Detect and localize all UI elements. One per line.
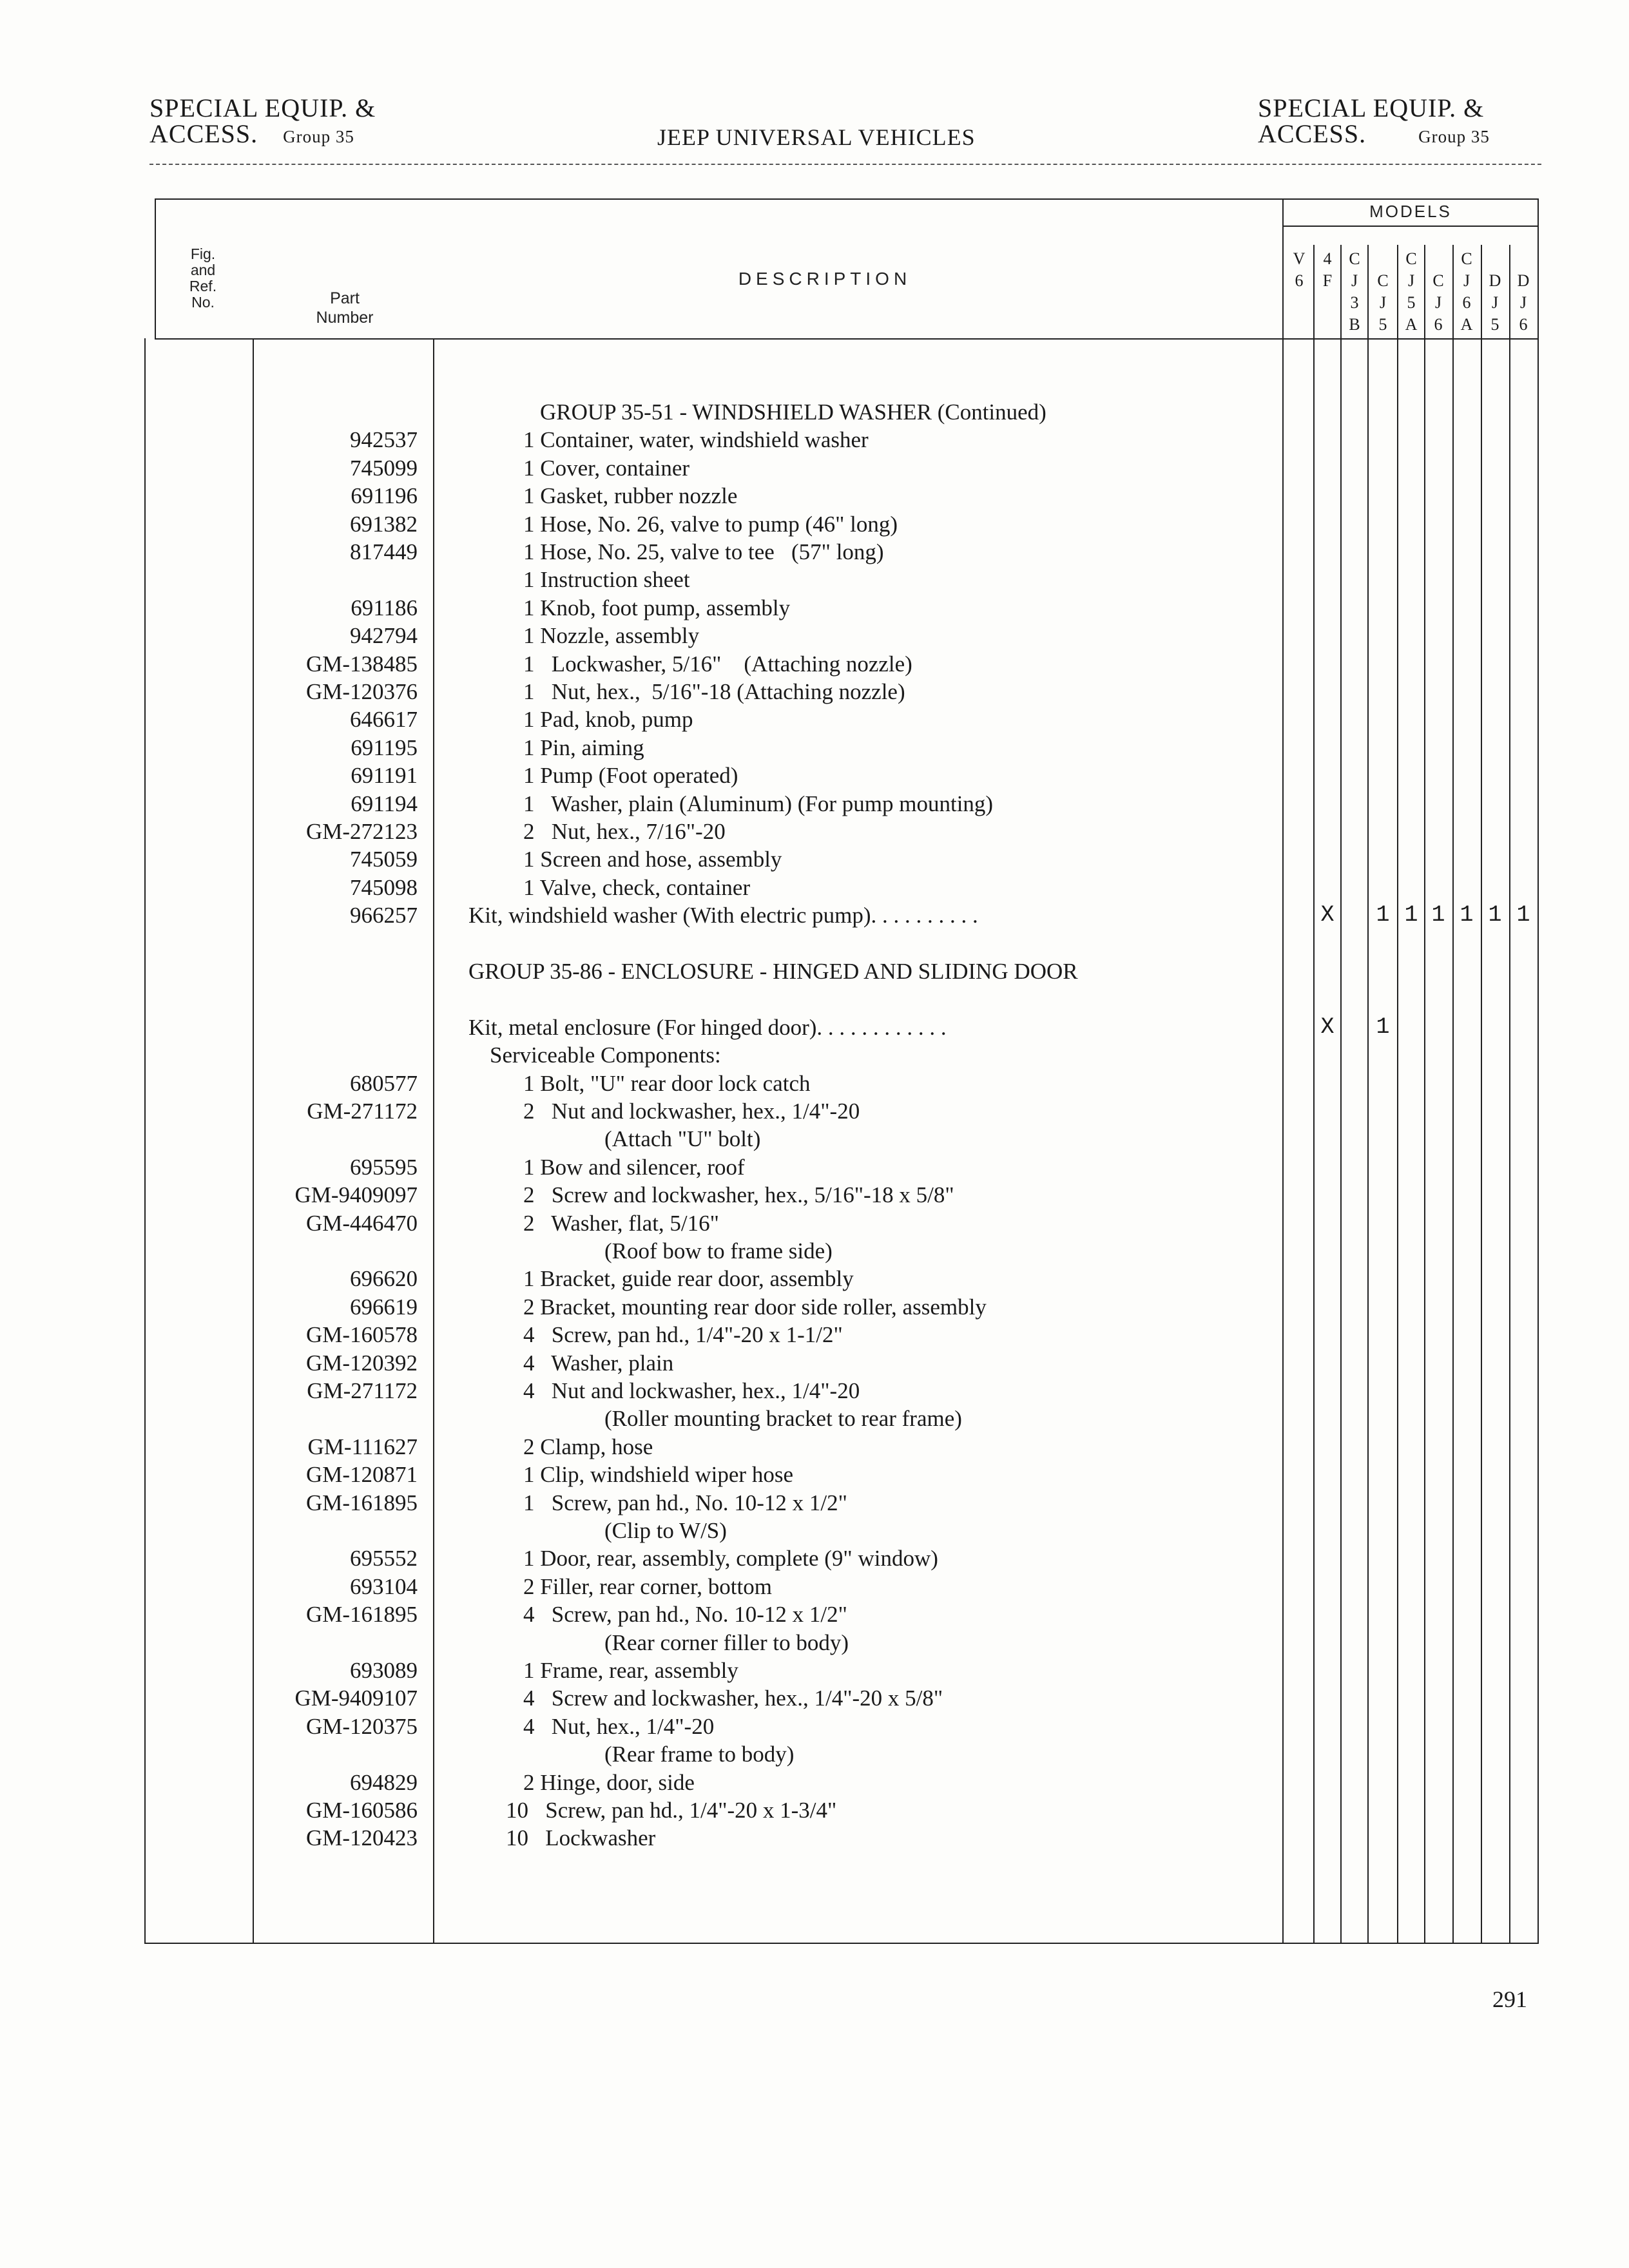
part-description: 2 Filler, rear corner, bottom: [523, 1573, 772, 1599]
table-row: [0, 1349, 1629, 1377]
part-description: 1 Hose, No. 25, valve to tee (57" long): [523, 539, 884, 564]
model-header-dj5: D J 5: [1489, 271, 1501, 334]
part-description: 1 Nut, hex., 5/16"-18 (Attaching nozzle): [523, 679, 905, 704]
part-number-header-line: Part: [330, 289, 360, 307]
model-applicability-mark: 1: [1516, 902, 1530, 928]
part-number: GM-9409097: [294, 1182, 418, 1208]
table-row: [0, 1125, 1629, 1153]
group-heading: GROUP 35-51 - WINDSHIELD WASHER (Continued): [540, 399, 1046, 425]
table-row: [0, 1405, 1629, 1432]
part-number: 646617: [350, 707, 418, 733]
part-number: GM-271172: [307, 1099, 418, 1124]
part-number: GM-138485: [305, 651, 418, 677]
models-label-rule: [1282, 226, 1539, 227]
model-applicability-mark: X: [1320, 902, 1335, 928]
part-description: 1 Door, rear, assembly, complete (9" window): [523, 1546, 938, 1571]
table-row: [0, 454, 1629, 482]
table-row: [0, 845, 1629, 873]
table-row: [0, 1573, 1629, 1600]
header-right-group: Group 35: [1418, 127, 1490, 146]
table-row: [0, 1265, 1629, 1293]
part-description: (Rear corner filler to body): [604, 1629, 849, 1655]
part-number: GM-161895: [305, 1602, 418, 1628]
part-description: 4 Nut and lockwasher, hex., 1/4"-20: [523, 1378, 860, 1403]
header-center-title: JEEP UNIVERSAL VEHICLES: [657, 124, 976, 150]
table-row: [0, 1824, 1629, 1852]
part-number: 942537: [350, 427, 418, 453]
part-number: 696620: [350, 1266, 418, 1292]
part-number: 694829: [350, 1769, 418, 1795]
part-description: (Roof bow to frame side): [604, 1238, 833, 1264]
table-row: [0, 1629, 1629, 1657]
part-description: 1 Bow and silencer, roof: [523, 1154, 745, 1180]
models-header: MODELS: [1369, 202, 1452, 221]
part-description: 2 Bracket, mounting rear door side roller, assembly: [523, 1294, 987, 1320]
part-number: GM-272123: [305, 819, 418, 844]
table-row: [0, 1600, 1629, 1628]
fig-ref-header: [180, 246, 226, 311]
part-description: 1 Screen and hose, assembly: [523, 847, 782, 872]
model-applicability-mark: X: [1320, 1014, 1335, 1040]
part-description: 1 Instruction sheet: [523, 567, 690, 593]
table-row: [0, 1461, 1629, 1488]
part-description: 1 Nozzle, assembly: [523, 623, 700, 649]
table-row: [0, 1657, 1629, 1684]
part-description: 1 Pump (Foot operated): [523, 763, 738, 789]
part-number: 696619: [350, 1294, 418, 1320]
part-description: 10 Lockwasher: [506, 1825, 656, 1851]
model-applicability-mark: 1: [1376, 902, 1390, 928]
part-description: 1 Cover, container: [523, 455, 690, 481]
part-number: GM-9409107: [294, 1686, 418, 1711]
table-row: [0, 426, 1629, 454]
part-description: Kit, metal enclosure (For hinged door). . . . . . . . . . . .: [468, 1014, 947, 1040]
page-number: 291: [1492, 1986, 1527, 2012]
part-description: 1 Container, water, windshield washer: [523, 427, 869, 453]
part-description: 1 Washer, plain (Aluminum) (For pump mounting): [523, 791, 994, 816]
part-description: 10 Screw, pan hd., 1/4"-20 x 1-3/4": [506, 1798, 837, 1823]
part-number: 966257: [350, 903, 418, 928]
model-header-dj6: D J 6: [1517, 271, 1530, 334]
table-row: [0, 1153, 1629, 1181]
table-header-bottom-border: [155, 338, 1539, 340]
part-description: Serviceable Components:: [490, 1043, 721, 1068]
table-row: [0, 818, 1629, 845]
header-left-group: Group 35: [283, 127, 354, 146]
table-row: [0, 594, 1629, 622]
table-row: [0, 650, 1629, 678]
fig-ref-header-line: Fig.: [190, 245, 216, 262]
header-right-line2-wrap: [1258, 121, 1490, 149]
part-number: GM-120392: [305, 1350, 418, 1376]
table-row: [0, 1014, 1629, 1041]
table-row: [0, 706, 1629, 733]
table-row: [0, 1070, 1629, 1097]
table-row: [0, 566, 1629, 593]
table-row: [0, 398, 1629, 426]
table-row: [0, 1740, 1629, 1768]
fig-ref-header-line: No.: [191, 294, 215, 311]
table-row: [0, 1209, 1629, 1237]
part-description: 1 Valve, check, container: [523, 874, 751, 900]
table-row: [0, 1377, 1629, 1405]
header-left-title: [149, 95, 376, 149]
fig-ref-header-line: and: [190, 262, 216, 278]
part-number: 695595: [350, 1154, 418, 1180]
table-row: [0, 1433, 1629, 1461]
part-description: 1 Knob, foot pump, assembly: [523, 595, 791, 620]
part-number: GM-120423: [305, 1825, 418, 1851]
table-row: [0, 510, 1629, 538]
model-header-cj6: C J 6: [1432, 271, 1444, 334]
part-number: GM-120375: [305, 1713, 418, 1739]
header-right-line2: ACCESS.: [1258, 119, 1367, 148]
part-number-header: [296, 289, 393, 327]
table-bottom-border: [144, 1943, 1539, 1944]
table-row: [0, 1097, 1629, 1125]
model-header-cj3b: C J 3 B: [1349, 249, 1360, 334]
part-description: 1 Bracket, guide rear door, assembly: [523, 1266, 854, 1292]
table-left-border-header: [155, 198, 156, 340]
part-number: 691186: [351, 595, 418, 620]
table-row: [0, 678, 1629, 706]
part-description: 1 Pad, knob, pump: [523, 707, 693, 733]
part-description: 2 Washer, flat, 5/16": [523, 1210, 719, 1236]
model-applicability-mark: 1: [1376, 1014, 1390, 1040]
part-description: 1 Frame, rear, assembly: [523, 1658, 738, 1683]
model-applicability-mark: 1: [1404, 902, 1418, 928]
part-number: GM-271172: [307, 1378, 418, 1403]
part-description: 4 Screw, pan hd., 1/4"-20 x 1-1/2": [523, 1322, 843, 1348]
part-description: 2 Hinge, door, side: [523, 1769, 695, 1795]
header-left-line2-wrap: [149, 121, 376, 149]
table-row: [0, 1237, 1629, 1265]
part-number: GM-160586: [305, 1798, 418, 1823]
table-row: [0, 1544, 1629, 1572]
table-top-border: [155, 198, 1539, 200]
description-header: DESCRIPTION: [738, 269, 912, 289]
model-header-cj6a: C J 6 A: [1460, 249, 1473, 334]
table-row: [0, 957, 1629, 985]
table-row: [0, 1293, 1629, 1321]
part-description: 1 Gasket, rubber nozzle: [523, 483, 738, 509]
part-number: 693104: [350, 1573, 418, 1599]
header-right-line1: SPECIAL EQUIP. &: [1258, 93, 1485, 122]
group-heading: GROUP 35-86 - ENCLOSURE - HINGED AND SLIDING DOOR: [468, 959, 1078, 984]
table-row: [0, 1321, 1629, 1349]
part-number: GM-120871: [305, 1462, 418, 1488]
table-row: [0, 1517, 1629, 1544]
header-left-line2: ACCESS.: [149, 119, 258, 148]
table-row: [0, 538, 1629, 566]
part-number: 691382: [350, 511, 418, 537]
part-description: (Rear frame to body): [604, 1742, 795, 1767]
part-description: 2 Clamp, hose: [523, 1434, 653, 1459]
table-row: [0, 901, 1629, 929]
part-number: 745098: [350, 874, 418, 900]
model-header-cj5a: C J 5 A: [1405, 249, 1418, 334]
part-description: 1 Bolt, "U" rear door lock catch: [523, 1070, 811, 1096]
part-description: 4 Nut, hex., 1/4"-20: [523, 1713, 715, 1739]
part-number: GM-120376: [305, 679, 418, 704]
part-number: 745059: [350, 847, 418, 872]
part-description: 4 Washer, plain: [523, 1350, 674, 1376]
table-row: [0, 1489, 1629, 1517]
part-description: 4 Screw and lockwasher, hex., 1/4"-20 x 5/8": [523, 1686, 943, 1711]
header-left-line1: SPECIAL EQUIP. &: [149, 93, 376, 122]
table-row: [0, 762, 1629, 789]
part-number: GM-111627: [307, 1434, 418, 1459]
header-right-title: [1258, 95, 1490, 149]
fig-ref-header-line: Ref.: [189, 278, 217, 294]
table-row: [0, 874, 1629, 901]
table-row: [0, 482, 1629, 510]
part-description: Kit, windshield washer (With electric pump). . . . . . . . . .: [468, 903, 978, 928]
table-row: [0, 622, 1629, 649]
part-number: GM-446470: [305, 1210, 418, 1236]
part-number: 691191: [351, 763, 418, 789]
table-row: [0, 1684, 1629, 1712]
part-description: 1 Clip, windshield wiper hose: [523, 1462, 793, 1488]
part-number: 680577: [350, 1070, 418, 1096]
part-number: 695552: [350, 1546, 418, 1571]
part-description: 2 Nut and lockwasher, hex., 1/4"-20: [523, 1099, 860, 1124]
model-header-4f: 4 F: [1322, 249, 1333, 290]
part-description: 4 Screw, pan hd., No. 10-12 x 1/2": [523, 1602, 847, 1628]
table-row: [0, 1796, 1629, 1824]
table-row: [0, 985, 1629, 1013]
part-number-header-line: Number: [316, 309, 374, 327]
part-number: 693089: [350, 1658, 418, 1683]
table-row: [0, 1181, 1629, 1209]
part-description: 2 Screw and lockwasher, hex., 5/16"-18 x 5/8": [523, 1182, 954, 1208]
part-number: 691196: [351, 483, 418, 509]
model-applicability-mark: 1: [1488, 902, 1502, 928]
part-number: GM-161895: [305, 1490, 418, 1515]
model-applicability-mark: 1: [1431, 902, 1445, 928]
part-description: (Roller mounting bracket to rear frame): [604, 1406, 962, 1432]
part-description: 1 Hose, No. 26, valve to pump (46" long): [523, 511, 898, 537]
part-description: (Clip to W/S): [604, 1518, 727, 1543]
model-applicability-mark: 1: [1460, 902, 1474, 928]
part-description: 1 Lockwasher, 5/16" (Attaching nozzle): [523, 651, 912, 677]
part-number: 942794: [350, 623, 418, 649]
model-header-cj5: C J 5: [1377, 271, 1389, 334]
model-header-v6: V 6: [1293, 249, 1306, 290]
part-number: 817449: [350, 539, 418, 564]
part-number: 745099: [350, 455, 418, 481]
part-number: GM-160578: [305, 1322, 418, 1348]
table-row: [0, 790, 1629, 818]
table-row: [0, 930, 1629, 957]
table-row: [0, 734, 1629, 762]
part-description: 1 Pin, aiming: [523, 735, 644, 760]
part-number: 691194: [351, 791, 418, 816]
header-rule: [149, 164, 1541, 165]
table-row: [0, 1769, 1629, 1796]
table-row: [0, 1041, 1629, 1069]
part-description: 1 Screw, pan hd., No. 10-12 x 1/2": [523, 1490, 847, 1515]
table-row: [0, 1713, 1629, 1740]
part-description: (Attach "U" bolt): [604, 1126, 761, 1152]
part-number: 691195: [351, 735, 418, 760]
part-description: 2 Nut, hex., 7/16"-20: [523, 819, 726, 844]
